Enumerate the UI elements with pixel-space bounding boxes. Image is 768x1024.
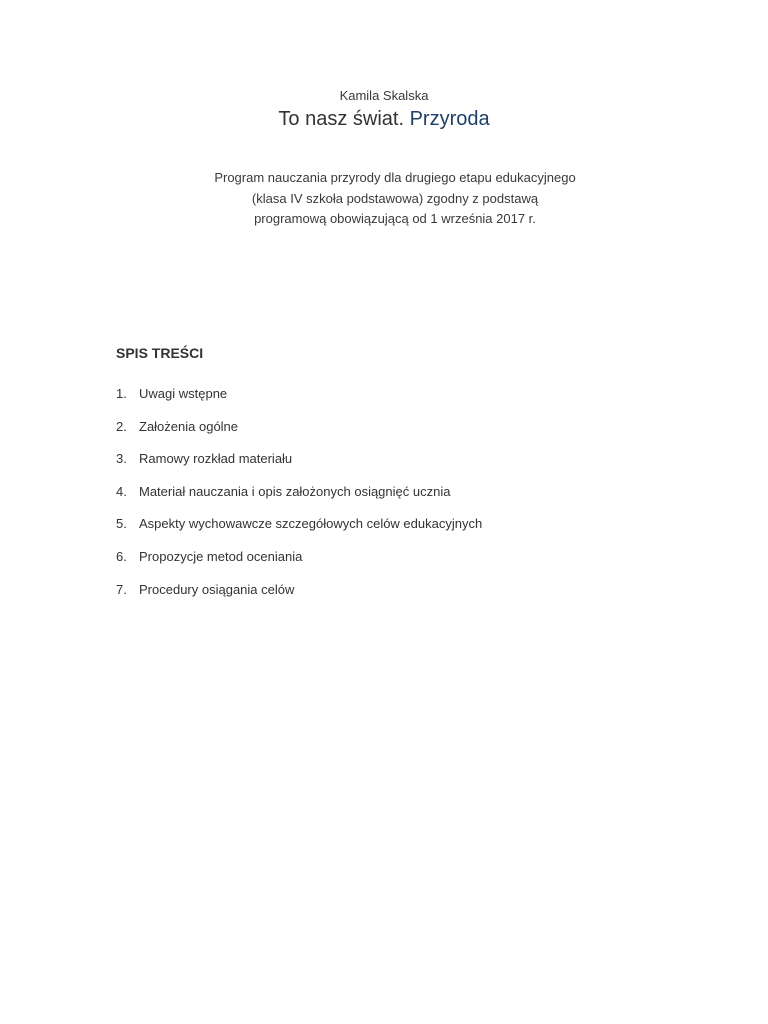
toc-item-label: Aspekty wychowawcze szczegółowych celów edukacyjnych (139, 516, 483, 532)
toc-heading: SPIS TREŚCI (116, 345, 204, 361)
toc-item-number: 3. (116, 451, 127, 467)
toc-item (116, 484, 482, 517)
document-subtitle (150, 168, 640, 230)
title-main: To nasz świat. (278, 108, 404, 130)
subtitle-line: (klasa IV szkoła podstawowa) zgodny z podstawą (251, 190, 539, 206)
toc-item-label: Ramowy rozkład materiału (139, 451, 293, 467)
document-title (0, 108, 768, 131)
toc-item-number: 6. (116, 548, 127, 564)
author-name: Kamila Skalska (339, 88, 429, 103)
toc-item (116, 516, 482, 549)
toc-item-label: Uwagi wstępne (139, 386, 228, 401)
toc-item (116, 451, 482, 484)
toc-item (116, 386, 482, 419)
toc-list (116, 386, 482, 614)
toc-item-number: 4. (116, 483, 127, 499)
subtitle-line: programową obowiązującą od 1 września 2017 r. (254, 211, 536, 226)
toc-item-number: 7. (116, 581, 127, 597)
toc-item-number: 1. (116, 386, 127, 401)
toc-item (116, 419, 482, 452)
toc-item (116, 582, 482, 615)
toc-item-label: Założenia ogólne (139, 418, 239, 434)
toc-item-label: Materiał nauczania i opis założonych osiągnięć ucznia (139, 483, 451, 499)
title-accent: Przyroda (409, 108, 490, 130)
toc-item-number: 2. (116, 418, 127, 434)
toc-item-label: Propozycje metod oceniania (139, 548, 303, 564)
toc-item-label: Procedury osiągania celów (139, 581, 295, 597)
toc-item (116, 549, 482, 582)
subtitle-line: Program nauczania przyrody dla drugiego etapu edukacyjnego (214, 170, 576, 185)
toc-item-number: 5. (116, 516, 127, 532)
